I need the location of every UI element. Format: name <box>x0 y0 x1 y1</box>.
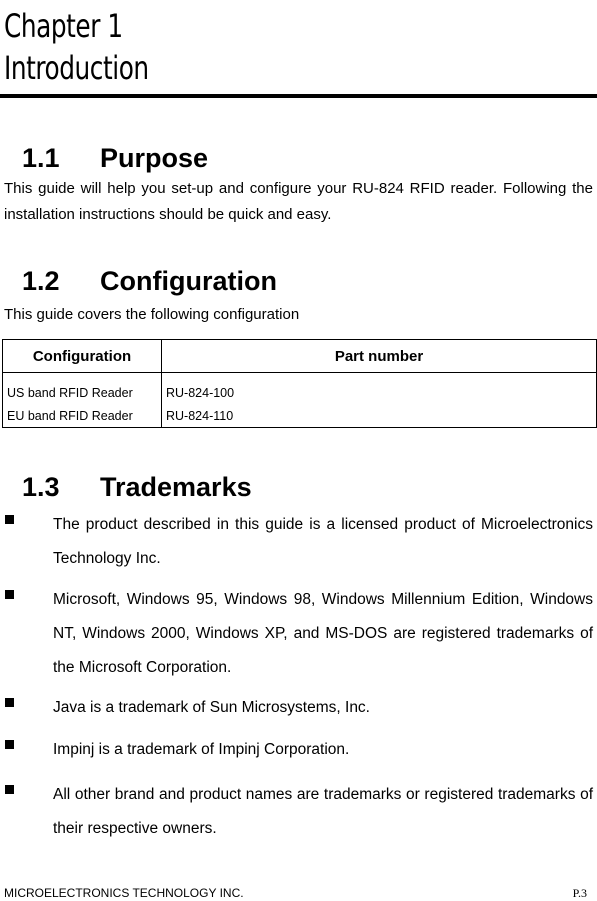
chapter-number: Chapter 1 <box>4 7 123 45</box>
section-number: 1.2 <box>22 266 60 296</box>
square-bullet-icon <box>5 740 14 749</box>
configuration-paragraph: This guide covers the following configuration <box>4 306 300 323</box>
table-header-row <box>3 340 597 373</box>
chapter-heading <box>4 5 172 89</box>
trademark-text: Microsoft, Windows 95, Windows 98, Windows Millennium Edition, Windows NT, Windows 2000, Windows XP, and MS-DOS are registered trademarks of the Microsoft Corporation. <box>53 591 593 676</box>
square-bullet-icon <box>5 590 14 599</box>
footer-company: MICROELECTRONICS TECHNOLOGY INC. <box>4 886 244 900</box>
section-heading-purpose <box>22 142 208 174</box>
section-title: Trademarks <box>100 472 252 502</box>
section-heading-trademarks <box>22 471 252 503</box>
section-title: Configuration <box>100 266 277 296</box>
chapter-rule <box>0 94 597 98</box>
chapter-title: Introduction <box>4 49 149 87</box>
table-cell: RU-824-100 <box>166 385 235 400</box>
trademark-text: Java is a trademark of Sun Microsystems, Inc. <box>53 699 370 716</box>
table-cell: EU band RFID Reader <box>3 404 162 428</box>
page-number: P.3 <box>572 886 587 900</box>
square-bullet-icon <box>5 785 14 794</box>
table-cell: US band RFID Reader <box>3 373 162 405</box>
square-bullet-icon <box>5 515 14 524</box>
table-row <box>3 404 597 428</box>
section-heading-configuration <box>22 265 277 297</box>
section-title: Purpose <box>100 143 209 173</box>
table-header-part-number: Part number <box>162 340 597 373</box>
section-number: 1.1 <box>22 143 60 173</box>
trademark-text: The product described in this guide is a licensed product of Microelectronics Technology Inc. <box>53 516 593 567</box>
trademark-text: All other brand and product names are trademarks or registered trademarks of their respective owners. <box>53 786 593 837</box>
purpose-paragraph: This guide will help you set-up and configure your RU-824 RFID reader. Following the installation instructions should be quick and easy. <box>4 180 593 223</box>
square-bullet-icon <box>5 698 14 707</box>
table-row <box>3 373 597 405</box>
trademark-text: Impinj is a trademark of Impinj Corporation. <box>53 741 350 758</box>
configuration-table <box>2 339 597 428</box>
section-number: 1.3 <box>22 472 60 502</box>
table-header-configuration: Configuration <box>3 340 162 373</box>
table-cell: RU-824-110 <box>166 408 234 423</box>
